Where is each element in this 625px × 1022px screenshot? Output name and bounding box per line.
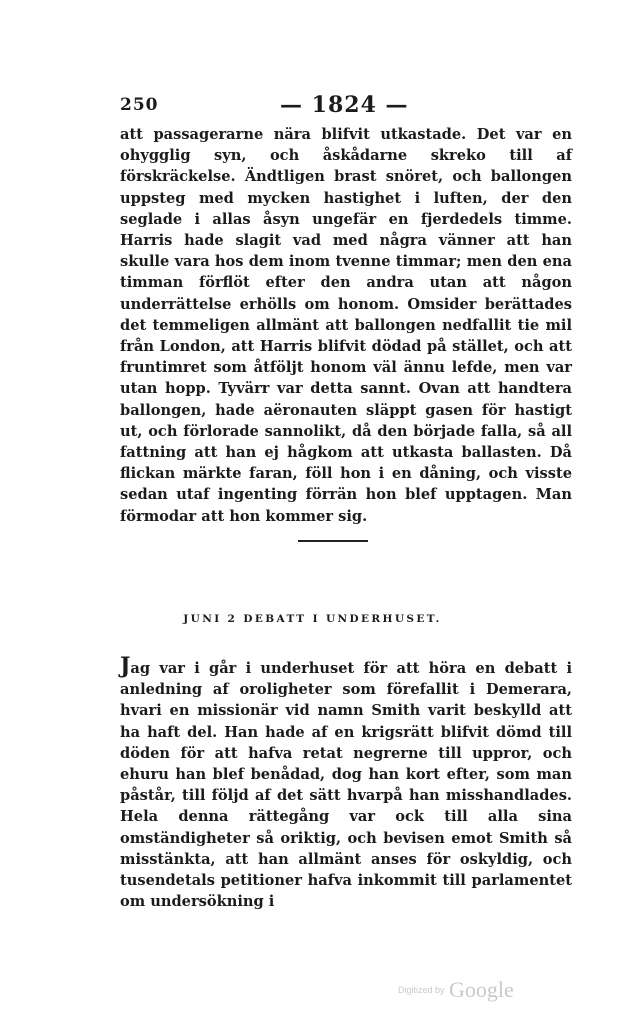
watermark-prefix: Digitized by <box>398 985 445 995</box>
section-heading: JUNI 2 DEBATT I UNDERHUSET. <box>183 613 442 625</box>
section-divider-rule <box>298 540 368 542</box>
page-number: 250 <box>120 95 159 115</box>
digitized-watermark <box>398 977 514 1003</box>
running-head-year: — 1824 — <box>280 92 409 118</box>
paragraph-section-start <box>120 653 572 912</box>
google-logo: Google <box>448 977 514 1002</box>
page-header <box>120 92 572 121</box>
paragraph-section-text: ag var i går i underhuset för att höra en debatt i anledning af oroligheter som förefallit i Demerara, hvari en missionär vid namn Smith varit beskylld att ha haft del. Han hade af en krigsrätt blifvit dömd till döden för att hafva retat negrerne till uppror, och ehuru han blef benådad, dog han kort efter, som man påstår, till följd af det sätt hvarpå han misshandlades. Hela denna rättegång var ock till alla sina omständigheter så oriktig, och bevisen emot Smith så misstänkta, att han allmänt anses för oskyldig, och tusendetals petitioner hafva inkommit till parlamentet om undersökning i <box>120 660 572 911</box>
paragraph-continuation: att passagerarne nära blifvit utkastade. Det var en ohygglig syn, och åskådarne skreko till af förskräckelse. Ändtligen brast snöret, och ballongen uppsteg med mycken hastighet i luften, der den seglade i allas åsyn ungefär en fjerdedels timme. Harris hade slagit vad med några vänner att han skulle vara hos dem inom tvenne timmar; men den ena timman förflöt efter den andra utan att någon underrättelse erhölls om honom. Omsider berättades det temmeligen allmänt att ballongen nedfallit tie mil från London, att Harris blifvit dödad på stället, och att fruntimret som åtföljt honom väl ännu lefde, men var utan hopp. Tyvärr var detta sannt. Ovan att handtera ballongen, hade aëronauten släppt gasen för hastigt ut, och förlorade sannolikt, då den började falla, så all fattning att han ej hågkom att utkasta ballasten. Då flickan märkte faran, föll hon i en dåning, och visste sedan utaf ingenting förrän hon blef upptagen. Man förmodar att hon kommer sig. <box>120 126 572 525</box>
drop-cap-letter: J <box>120 653 131 679</box>
